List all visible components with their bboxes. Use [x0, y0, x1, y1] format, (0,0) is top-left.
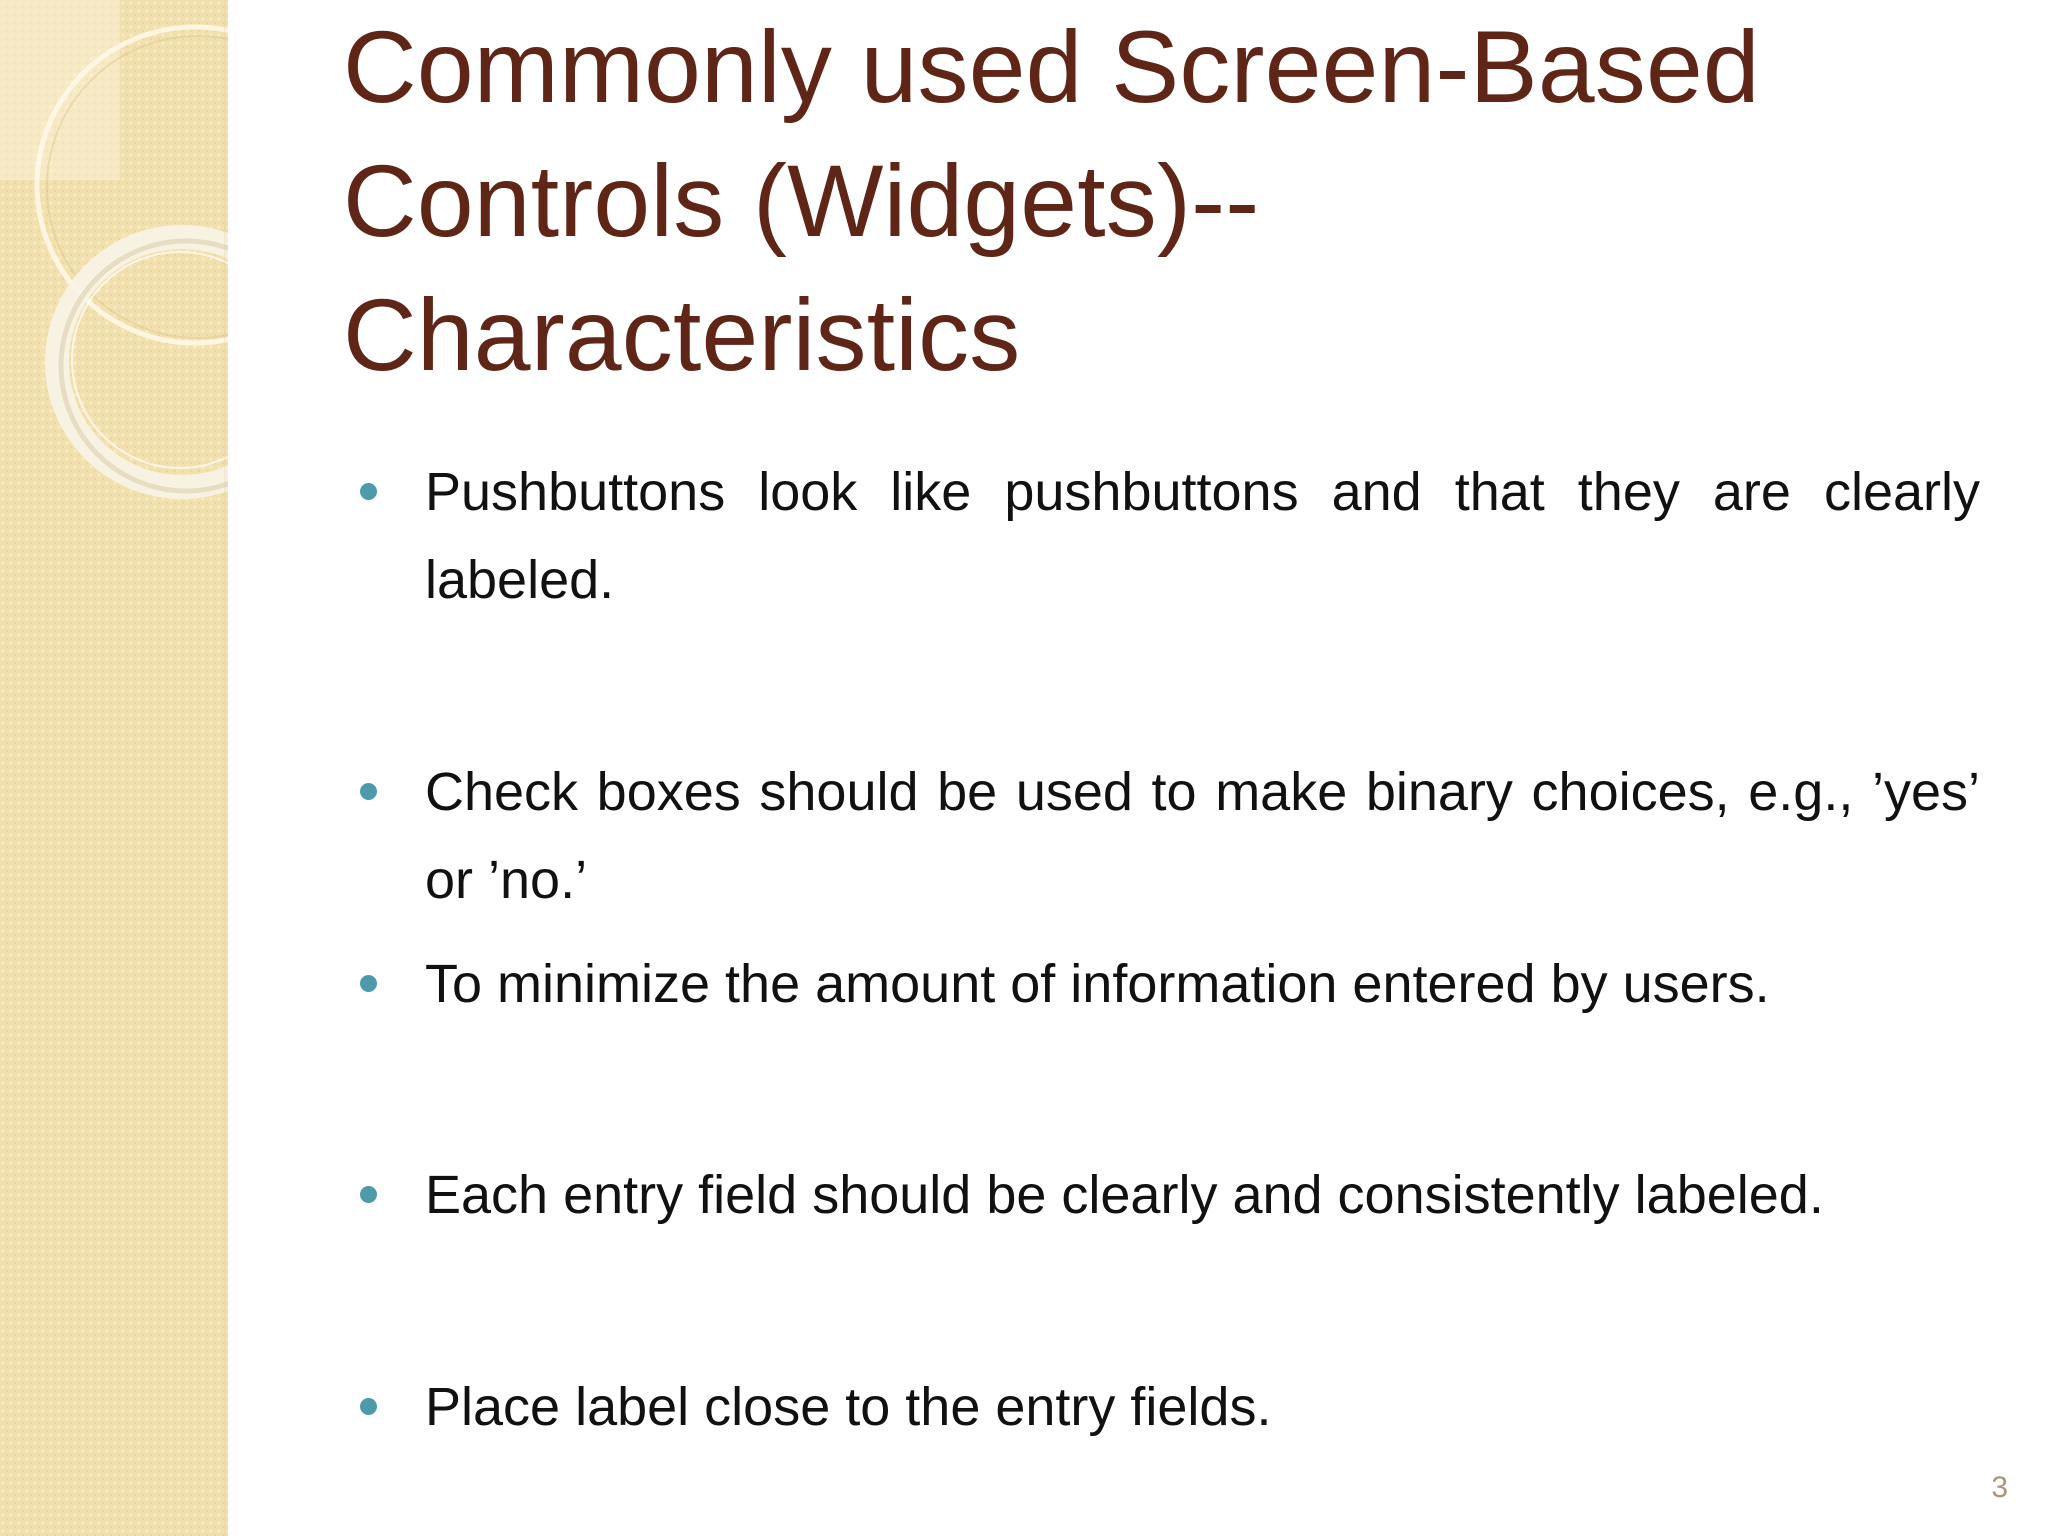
page-number: 3: [1991, 1471, 2008, 1504]
bullet-dot-icon: [360, 483, 377, 500]
bullet-dot-icon: [360, 975, 377, 992]
slide-title-line-1: Commonly used Screen-Based: [343, 10, 1760, 124]
bullet-dot-icon: [360, 783, 377, 800]
bullet-text-entry-field-labels: Each entry field should be clearly and consistently labeled.: [425, 1165, 1824, 1225]
bullet-text-check-boxes: Check boxes should be used to make binary choices, e.g., ’yes’ or ’no.’: [425, 762, 1980, 910]
bullet-dot-icon: [360, 1398, 377, 1415]
slide-title-line-2: Controls (Widgets)--: [343, 144, 1260, 258]
bullet-dot-icon: [360, 1186, 377, 1203]
slide-title-line-3: Characteristics: [343, 278, 1021, 392]
bullet-text-label-placement: Place label close to the entry fields.: [425, 1377, 1272, 1437]
bullet-text-pushbuttons: Pushbuttons look like pushbuttons and that they are clearly labeled.: [425, 462, 1980, 610]
bullet-text-minimize-information: To minimize the amount of information entered by users.: [425, 954, 1770, 1014]
